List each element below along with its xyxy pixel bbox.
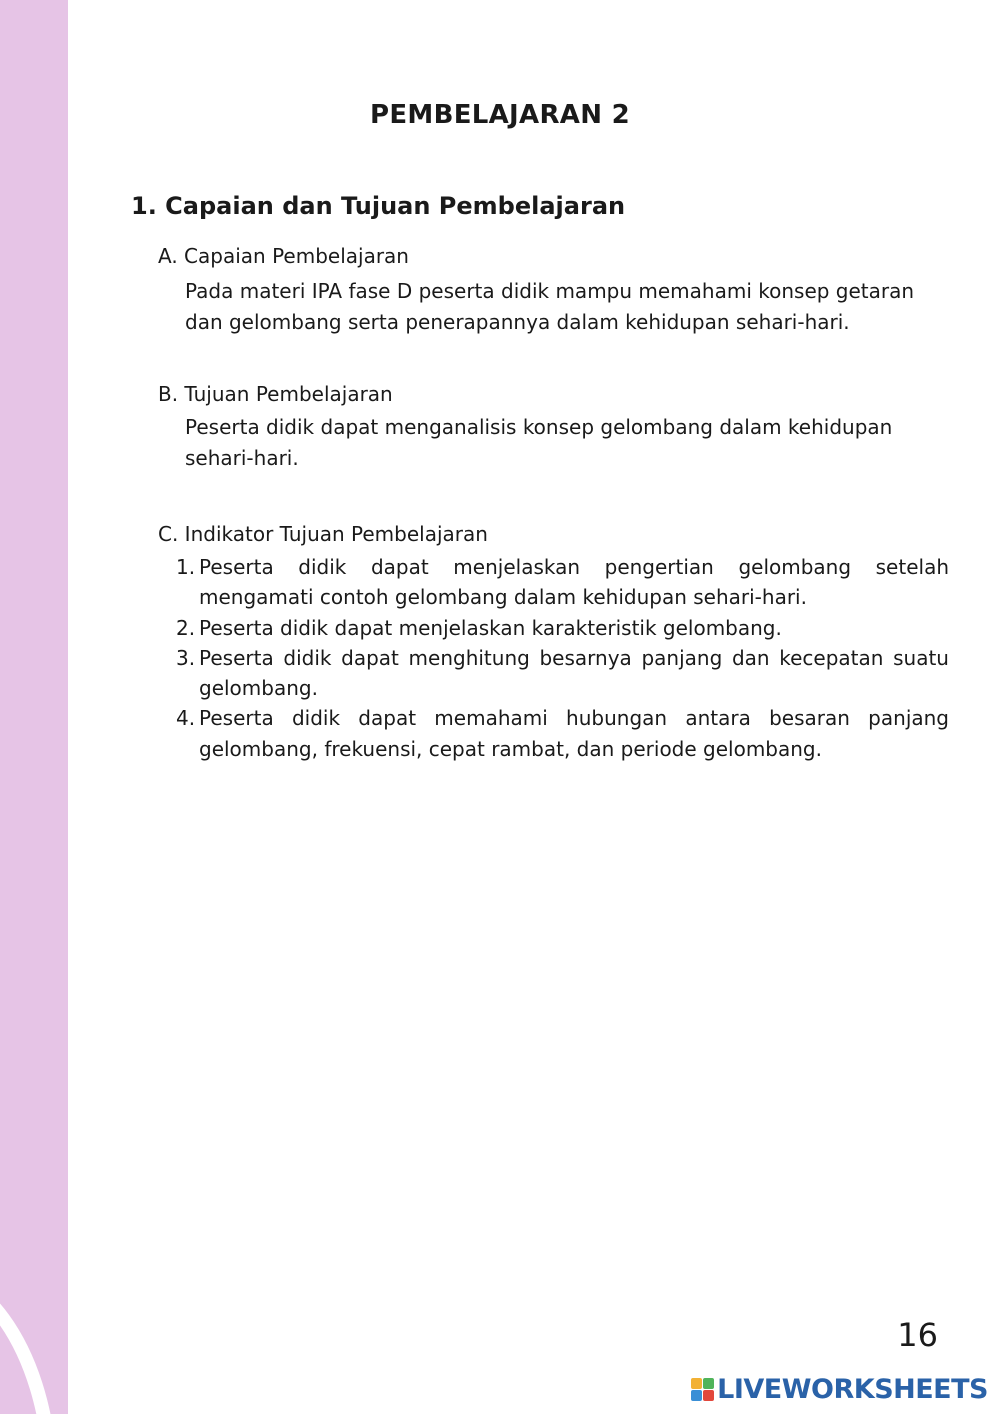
logo-square xyxy=(691,1390,702,1401)
capaian-label: A. Capaian Pembelajaran xyxy=(158,244,409,268)
list-item-text: Peserta didik dapat menjelaskan pengertian gelombang setelah mengamati contoh gelombang dalam kehidupan sehari-hari. xyxy=(199,555,949,610)
page-number: 16 xyxy=(897,1316,938,1354)
section-heading: 1. Capaian dan Tujuan Pembelajaran xyxy=(131,192,626,220)
tujuan-label: B. Tujuan Pembelajaran xyxy=(158,382,393,406)
logo-square xyxy=(691,1378,702,1389)
list-item xyxy=(176,552,949,613)
list-item xyxy=(176,643,949,704)
list-item-number: 1. xyxy=(176,555,196,579)
tujuan-text: Peserta didik dapat menganalisis konsep gelombang dalam kehidupan sehari-hari. xyxy=(185,415,893,470)
decorative-side-band xyxy=(0,0,68,1414)
logo-square xyxy=(703,1378,714,1389)
watermark-text: LIVEWORKSHEETS xyxy=(717,1374,988,1405)
page-title: PEMBELAJARAN 2 xyxy=(370,100,630,130)
indikator-label: C. Indikator Tujuan Pembelajaran xyxy=(158,522,488,546)
list-item xyxy=(176,703,949,764)
capaian-text: Pada materi IPA fase D peserta didik mampu memahami konsep getaran dan gelombang serta penerapannya dalam kehidupan sehari-hari. xyxy=(185,279,915,334)
indikator-list xyxy=(176,552,949,764)
list-item-text: Peserta didik dapat menghitung besarnya panjang dan kecepatan suatu gelombang. xyxy=(199,645,949,701)
list-item-number: 4. xyxy=(176,706,196,731)
liveworksheets-logo-icon xyxy=(691,1378,714,1401)
logo-square xyxy=(703,1390,714,1401)
list-item-text: Peserta didik dapat menjelaskan karakteristik gelombang. xyxy=(199,615,782,640)
list-item xyxy=(176,613,949,643)
list-item-number: 3. xyxy=(176,645,196,670)
liveworksheets-watermark xyxy=(691,1374,988,1405)
decorative-arc xyxy=(0,1254,68,1414)
list-item-number: 2. xyxy=(176,615,196,640)
list-item-text: Peserta didik dapat memahami hubungan antara besaran panjang gelombang, frekuensi, cepat rambat, dan periode gelombang. xyxy=(199,706,949,761)
